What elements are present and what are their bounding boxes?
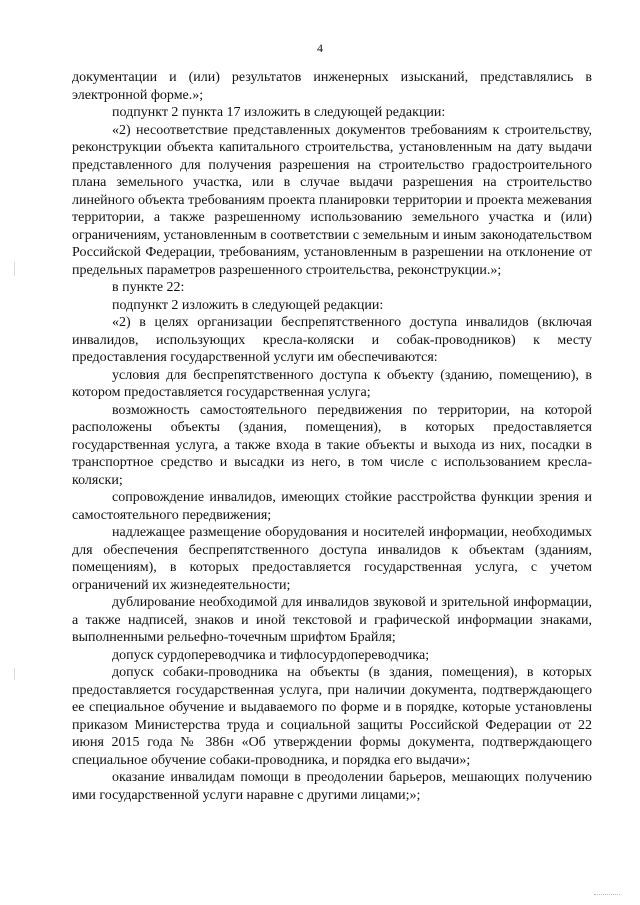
paragraph: сопровождение инвалидов, имеющих стойкие расстройства функции зрения и самостоятельного передвижения; [72,490,592,523]
paragraph: дублирование необходимой для инвалидов звуковой и зрительной информации, а также надписей, знаков и иной текстовой и графической информации знаками, выполненными рельефно-точечным шрифтом Брайля; [72,595,592,645]
page-number: 4 [317,41,323,55]
document-body [72,69,592,804]
paragraph: «2) в целях организации беспрепятственного доступа инвалидов (включая инвалидов, использующих кресла-коляски и собак-проводников) к месту предоставления государственной услуги им обеспечиваются: [72,315,592,365]
scan-edge-mark [14,668,15,680]
paragraph: допуск сурдопереводчика и тифлосурдопереводчика; [112,647,430,663]
paragraph: в пункте 22: [112,280,185,295]
paragraph: подпункт 2 пункта 17 изложить в следующей редакции: [112,105,446,120]
paragraph: «2) несоответствие представленных документов требованиям к строительству, реконструкции объекта капитального строительства, установленным на дату выдачи представленного для получения разрешения на строительство градостроительного плана земельного участка, или в случае выдачи разрешения на строительство линейного объекта требованиям проекта планировки территории и проекта межевания территории, а также разрешенному использованию земельного участка и (или) ограничениям, установленным в соответствии с земельным и иным законодательством Российской Федерации, требованиям, установленным в разрешении на отклонение от предельных параметров разрешенного строительства, реконструкции.»; [72,122,592,278]
paragraph: оказание инвалидам помощи в преодолении барьеров, мешающих получению ими государственной услуги наравне с другими лицами;»; [72,770,592,803]
paragraph: условия для беспрепятственного доступа к объекту (зданию, помещению), в котором предоставляется государственная услуга; [72,367,592,400]
scan-corner-mark [594,894,620,897]
paragraph: допуск собаки-проводника на объекты (в здания, помещения), в которых предоставляется государственная услуга, при наличии документа, подтверждающего ее специальное обучение и выдаваемого по форме и в порядке, которые установлены приказом Министерства труда и социальной защиты Российской Федерации от 22 июня 2015 года № 386н «Об утверждении формы документа, подтверждающего специальное обучение собаки-проводника, и порядка его выдачи»; [72,665,592,768]
paragraph: возможность самостоятельного передвижения по территории, на которой расположены объекты (здания, помещения), в которых предоставляется государственная услуга, а также входа в такие объекты и выхода из них, посадки в транспортное средство и высадки из него, в том числе с использованием кресла-коляски; [72,402,592,488]
scan-edge-mark [14,262,15,276]
paragraph: подпункт 2 изложить в следующей редакции: [112,297,384,313]
paragraph: надлежащее размещение оборудования и носителей информации, необходимых для обеспечения беспрепятственного доступа инвалидов к объектам (зданиям, помещениям), в которых предоставляется государственная услуга, с учетом ограничений их жизнедеятельности; [72,525,592,593]
paragraph: документации и (или) результатов инженерных изысканий, представлялись в электронной форме.»; [72,70,592,103]
